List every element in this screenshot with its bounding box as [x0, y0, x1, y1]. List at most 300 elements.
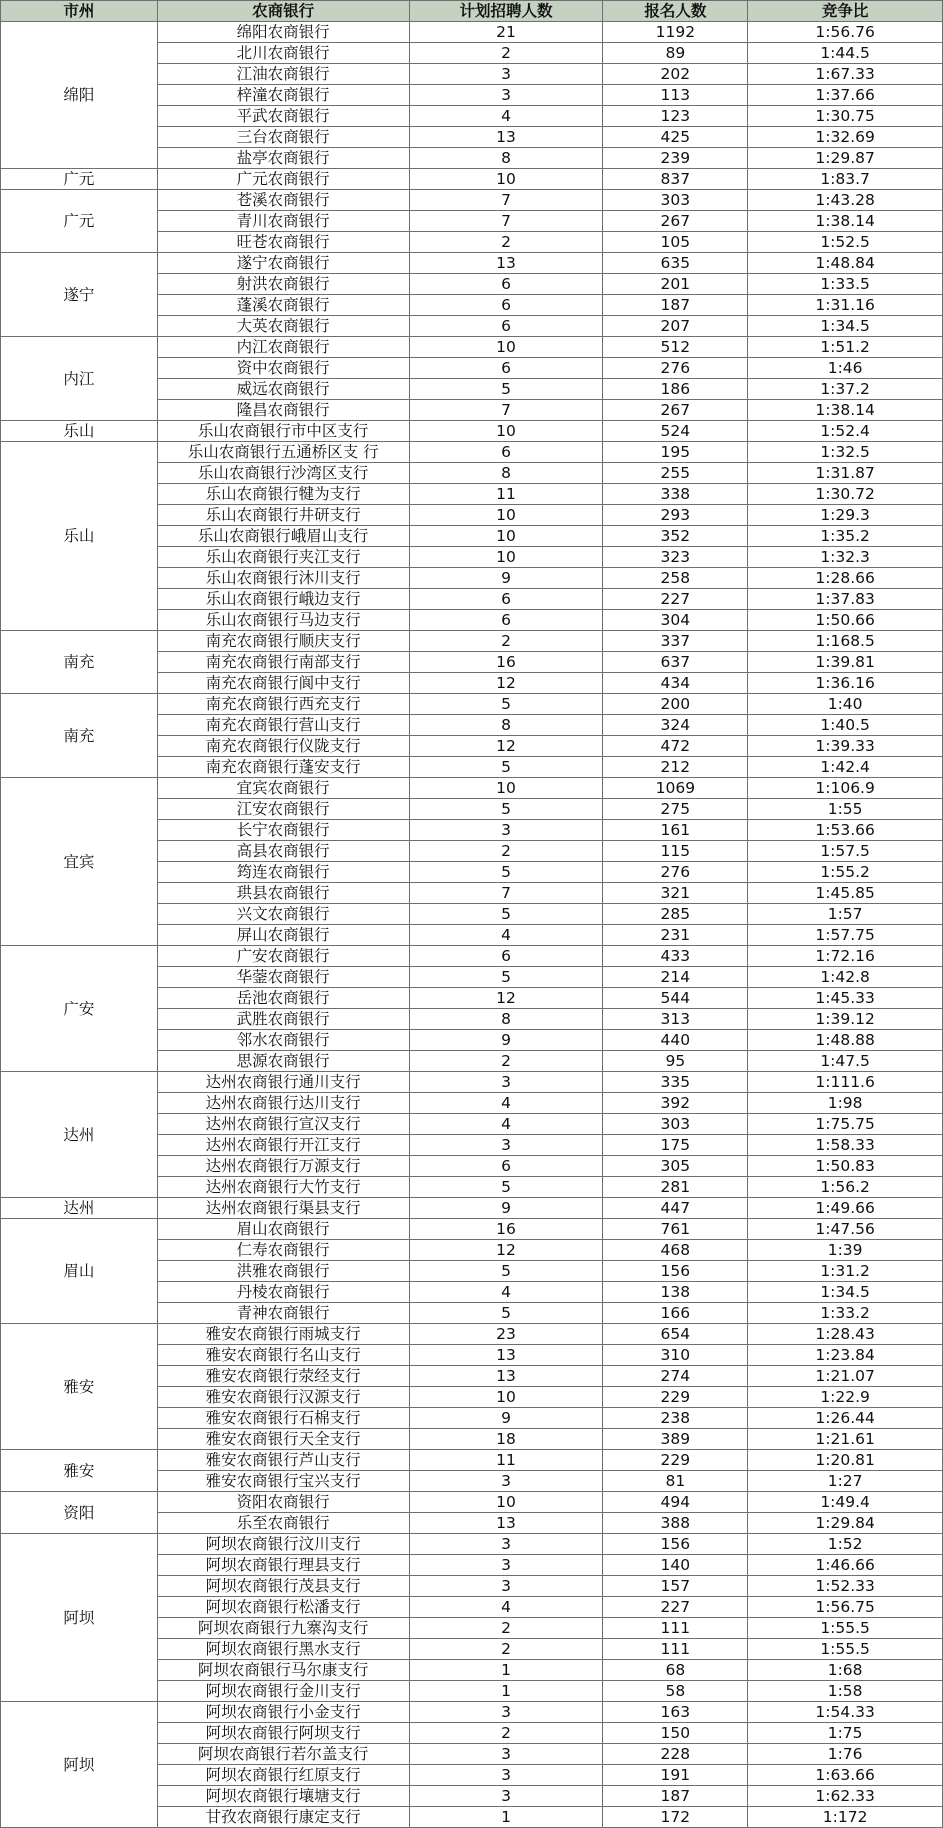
- ratio-cell: 1:106.9: [748, 778, 943, 799]
- bank-cell: 雅安农商银行雨城支行: [157, 1324, 409, 1345]
- bank-cell: 乐至农商银行: [157, 1513, 409, 1534]
- ratio-cell: 1:49.4: [748, 1492, 943, 1513]
- ratio-cell: 1:40: [748, 694, 943, 715]
- ratio-cell: 1:39: [748, 1240, 943, 1261]
- planned-cell: 5: [409, 757, 603, 778]
- applicants-cell: 200: [603, 694, 748, 715]
- ratio-cell: 1:38.14: [748, 211, 943, 232]
- city-cell: 阿坝: [1, 1702, 158, 1828]
- planned-cell: 5: [409, 694, 603, 715]
- bank-cell: 乐山农商银行夹江支行: [157, 547, 409, 568]
- planned-cell: 5: [409, 904, 603, 925]
- bank-cell: 隆昌农商银行: [157, 400, 409, 421]
- planned-cell: 9: [409, 568, 603, 589]
- bank-cell: 广安农商银行: [157, 946, 409, 967]
- header-applicants: 报名人数: [603, 1, 748, 22]
- city-cell: 广元: [1, 190, 158, 253]
- applicants-cell: 276: [603, 862, 748, 883]
- planned-cell: 3: [409, 1135, 603, 1156]
- applicants-cell: 352: [603, 526, 748, 547]
- bank-cell: 岳池农商银行: [157, 988, 409, 1009]
- applicants-cell: 389: [603, 1429, 748, 1450]
- bank-cell: 南充农商银行南部支行: [157, 652, 409, 673]
- city-cell: 遂宁: [1, 253, 158, 337]
- bank-cell: 乐山农商银行沐川支行: [157, 568, 409, 589]
- ratio-cell: 1:45.85: [748, 883, 943, 904]
- ratio-cell: 1:47.56: [748, 1219, 943, 1240]
- planned-cell: 10: [409, 1387, 603, 1408]
- table-row: [1, 631, 943, 652]
- bank-cell: 乐山农商银行马边支行: [157, 610, 409, 631]
- applicants-cell: 138: [603, 1282, 748, 1303]
- ratio-cell: 1:35.2: [748, 526, 943, 547]
- planned-cell: 5: [409, 379, 603, 400]
- ratio-cell: 1:37.66: [748, 85, 943, 106]
- planned-cell: 6: [409, 946, 603, 967]
- city-cell: 内江: [1, 337, 158, 421]
- bank-cell: 甘孜农商银行康定支行: [157, 1807, 409, 1828]
- planned-cell: 3: [409, 1765, 603, 1786]
- ratio-cell: 1:172: [748, 1807, 943, 1828]
- header-city: 市州: [1, 1, 158, 22]
- planned-cell: 10: [409, 778, 603, 799]
- table-row: [1, 1534, 943, 1555]
- planned-cell: 13: [409, 253, 603, 274]
- bank-cell: 乐山农商银行犍为支行: [157, 484, 409, 505]
- ratio-cell: 1:58.33: [748, 1135, 943, 1156]
- ratio-cell: 1:37.2: [748, 379, 943, 400]
- applicants-cell: 186: [603, 379, 748, 400]
- bank-cell: 北川农商银行: [157, 43, 409, 64]
- ratio-cell: 1:48.84: [748, 253, 943, 274]
- planned-cell: 6: [409, 295, 603, 316]
- applicants-cell: 150: [603, 1723, 748, 1744]
- bank-cell: 洪雅农商银行: [157, 1261, 409, 1282]
- applicants-cell: 163: [603, 1702, 748, 1723]
- ratio-cell: 1:54.33: [748, 1702, 943, 1723]
- ratio-cell: 1:39.33: [748, 736, 943, 757]
- planned-cell: 4: [409, 1282, 603, 1303]
- ratio-cell: 1:44.5: [748, 43, 943, 64]
- ratio-cell: 1:46: [748, 358, 943, 379]
- planned-cell: 3: [409, 1072, 603, 1093]
- bank-cell: 阿坝农商银行马尔康支行: [157, 1660, 409, 1681]
- ratio-cell: 1:28.66: [748, 568, 943, 589]
- table-row: [1, 1702, 943, 1723]
- ratio-cell: 1:55.5: [748, 1618, 943, 1639]
- planned-cell: 3: [409, 1576, 603, 1597]
- planned-cell: 3: [409, 1555, 603, 1576]
- bank-cell: 达州农商银行通川支行: [157, 1072, 409, 1093]
- ratio-cell: 1:30.75: [748, 106, 943, 127]
- planned-cell: 18: [409, 1429, 603, 1450]
- planned-cell: 11: [409, 484, 603, 505]
- applicants-cell: 166: [603, 1303, 748, 1324]
- bank-cell: 达州农商银行达川支行: [157, 1093, 409, 1114]
- applicants-cell: 191: [603, 1765, 748, 1786]
- bank-cell: 阿坝农商银行理县支行: [157, 1555, 409, 1576]
- bank-cell: 武胜农商银行: [157, 1009, 409, 1030]
- table-row: [1, 1450, 943, 1471]
- city-cell: 雅安: [1, 1450, 158, 1492]
- bank-cell: 广元农商银行: [157, 169, 409, 190]
- ratio-cell: 1:29.87: [748, 148, 943, 169]
- applicants-cell: 337: [603, 631, 748, 652]
- ratio-cell: 1:56.75: [748, 1597, 943, 1618]
- planned-cell: 4: [409, 925, 603, 946]
- bank-cell: 南充农商银行营山支行: [157, 715, 409, 736]
- applicants-cell: 105: [603, 232, 748, 253]
- applicants-cell: 115: [603, 841, 748, 862]
- ratio-cell: 1:34.5: [748, 316, 943, 337]
- planned-cell: 6: [409, 1156, 603, 1177]
- bank-cell: 阿坝农商银行阿坝支行: [157, 1723, 409, 1744]
- applicants-cell: 172: [603, 1807, 748, 1828]
- applicants-cell: 440: [603, 1030, 748, 1051]
- ratio-cell: 1:55.5: [748, 1639, 943, 1660]
- applicants-cell: 274: [603, 1366, 748, 1387]
- ratio-cell: 1:75: [748, 1723, 943, 1744]
- bank-cell: 阿坝农商银行茂县支行: [157, 1576, 409, 1597]
- planned-cell: 21: [409, 22, 603, 43]
- ratio-cell: 1:31.16: [748, 295, 943, 316]
- planned-cell: 3: [409, 1471, 603, 1492]
- ratio-cell: 1:52: [748, 1534, 943, 1555]
- ratio-cell: 1:39.12: [748, 1009, 943, 1030]
- ratio-cell: 1:21.61: [748, 1429, 943, 1450]
- bank-cell: 高县农商银行: [157, 841, 409, 862]
- planned-cell: 2: [409, 841, 603, 862]
- ratio-cell: 1:52.33: [748, 1576, 943, 1597]
- table-row: [1, 337, 943, 358]
- bank-cell: 资中农商银行: [157, 358, 409, 379]
- applicants-cell: 113: [603, 85, 748, 106]
- applicants-cell: 140: [603, 1555, 748, 1576]
- planned-cell: 7: [409, 190, 603, 211]
- bank-cell: 达州农商银行大竹支行: [157, 1177, 409, 1198]
- ratio-cell: 1:75.75: [748, 1114, 943, 1135]
- applicants-cell: 324: [603, 715, 748, 736]
- ratio-cell: 1:67.33: [748, 64, 943, 85]
- ratio-cell: 1:33.2: [748, 1303, 943, 1324]
- bank-cell: 大英农商银行: [157, 316, 409, 337]
- header-ratio: 竞争比: [748, 1, 943, 22]
- planned-cell: 1: [409, 1681, 603, 1702]
- table-row: [1, 169, 943, 190]
- planned-cell: 3: [409, 820, 603, 841]
- header-planned: 计划招聘人数: [409, 1, 603, 22]
- ratio-cell: 1:29.84: [748, 1513, 943, 1534]
- applicants-cell: 434: [603, 673, 748, 694]
- applicants-cell: 837: [603, 169, 748, 190]
- applicants-cell: 231: [603, 925, 748, 946]
- applicants-cell: 238: [603, 1408, 748, 1429]
- bank-cell: 旺苍农商银行: [157, 232, 409, 253]
- planned-cell: 3: [409, 1744, 603, 1765]
- planned-cell: 13: [409, 127, 603, 148]
- ratio-cell: 1:98: [748, 1093, 943, 1114]
- planned-cell: 9: [409, 1408, 603, 1429]
- table-row: [1, 946, 943, 967]
- applicants-cell: 202: [603, 64, 748, 85]
- applicants-cell: 335: [603, 1072, 748, 1093]
- planned-cell: 4: [409, 106, 603, 127]
- bank-cell: 达州农商银行宣汉支行: [157, 1114, 409, 1135]
- ratio-cell: 1:28.43: [748, 1324, 943, 1345]
- applicants-cell: 156: [603, 1534, 748, 1555]
- bank-cell: 阿坝农商银行壤塘支行: [157, 1786, 409, 1807]
- applicants-cell: 207: [603, 316, 748, 337]
- bank-cell: 阿坝农商银行九寨沟支行: [157, 1618, 409, 1639]
- planned-cell: 9: [409, 1030, 603, 1051]
- ratio-cell: 1:51.2: [748, 337, 943, 358]
- bank-cell: 乐山农商银行峨边支行: [157, 589, 409, 610]
- city-cell: 宜宾: [1, 778, 158, 946]
- table-body: [1, 22, 943, 1828]
- ratio-cell: 1:47.5: [748, 1051, 943, 1072]
- bank-cell: 阿坝农商银行金川支行: [157, 1681, 409, 1702]
- planned-cell: 3: [409, 1786, 603, 1807]
- city-cell: 资阳: [1, 1492, 158, 1534]
- applicants-cell: 255: [603, 463, 748, 484]
- planned-cell: 10: [409, 169, 603, 190]
- bank-cell: 雅安农商银行名山支行: [157, 1345, 409, 1366]
- bank-cell: 乐山农商银行沙湾区支行: [157, 463, 409, 484]
- bank-cell: 乐山农商银行峨眉山支行: [157, 526, 409, 547]
- bank-cell: 青川农商银行: [157, 211, 409, 232]
- city-cell: 乐山: [1, 442, 158, 631]
- table-row: [1, 1219, 943, 1240]
- bank-cell: 长宁农商银行: [157, 820, 409, 841]
- planned-cell: 5: [409, 1177, 603, 1198]
- ratio-cell: 1:50.83: [748, 1156, 943, 1177]
- ratio-cell: 1:57.5: [748, 841, 943, 862]
- applicants-cell: 111: [603, 1639, 748, 1660]
- bank-cell: 南充农商银行仪陇支行: [157, 736, 409, 757]
- ratio-cell: 1:57: [748, 904, 943, 925]
- ratio-cell: 1:55.2: [748, 862, 943, 883]
- applicants-cell: 201: [603, 274, 748, 295]
- bank-cell: 雅安农商银行芦山支行: [157, 1450, 409, 1471]
- applicants-cell: 267: [603, 400, 748, 421]
- applicants-cell: 89: [603, 43, 748, 64]
- ratio-cell: 1:36.16: [748, 673, 943, 694]
- ratio-cell: 1:52.4: [748, 421, 943, 442]
- applicants-cell: 388: [603, 1513, 748, 1534]
- planned-cell: 12: [409, 673, 603, 694]
- table-row: [1, 22, 943, 43]
- applicants-cell: 258: [603, 568, 748, 589]
- bank-cell: 达州农商银行开江支行: [157, 1135, 409, 1156]
- planned-cell: 8: [409, 1009, 603, 1030]
- planned-cell: 1: [409, 1807, 603, 1828]
- bank-cell: 蓬溪农商银行: [157, 295, 409, 316]
- applicants-cell: 433: [603, 946, 748, 967]
- ratio-cell: 1:32.5: [748, 442, 943, 463]
- planned-cell: 16: [409, 1219, 603, 1240]
- bank-cell: 阿坝农商银行小金支行: [157, 1702, 409, 1723]
- bank-cell: 绵阳农商银行: [157, 22, 409, 43]
- table-row: [1, 421, 943, 442]
- planned-cell: 2: [409, 43, 603, 64]
- bank-cell: 乐山农商银行五通桥区支 行: [157, 442, 409, 463]
- bank-cell: 筠连农商银行: [157, 862, 409, 883]
- bank-cell: 雅安农商银行宝兴支行: [157, 1471, 409, 1492]
- applicants-cell: 321: [603, 883, 748, 904]
- ratio-cell: 1:33.5: [748, 274, 943, 295]
- planned-cell: 7: [409, 883, 603, 904]
- ratio-cell: 1:57.75: [748, 925, 943, 946]
- ratio-cell: 1:63.66: [748, 1765, 943, 1786]
- bank-cell: 乐山农商银行井研支行: [157, 505, 409, 526]
- bank-cell: 雅安农商银行荥经支行: [157, 1366, 409, 1387]
- applicants-cell: 654: [603, 1324, 748, 1345]
- applicants-cell: 187: [603, 1786, 748, 1807]
- planned-cell: 23: [409, 1324, 603, 1345]
- planned-cell: 12: [409, 736, 603, 757]
- ratio-cell: 1:23.84: [748, 1345, 943, 1366]
- city-cell: 阿坝: [1, 1534, 158, 1702]
- applicants-cell: 637: [603, 652, 748, 673]
- ratio-cell: 1:111.6: [748, 1072, 943, 1093]
- planned-cell: 2: [409, 232, 603, 253]
- applicants-cell: 229: [603, 1387, 748, 1408]
- planned-cell: 4: [409, 1114, 603, 1135]
- planned-cell: 10: [409, 421, 603, 442]
- ratio-cell: 1:55: [748, 799, 943, 820]
- table-row: [1, 778, 943, 799]
- bank-cell: 思源农商银行: [157, 1051, 409, 1072]
- ratio-cell: 1:37.83: [748, 589, 943, 610]
- ratio-cell: 1:58: [748, 1681, 943, 1702]
- applicants-cell: 239: [603, 148, 748, 169]
- applicants-cell: 214: [603, 967, 748, 988]
- city-cell: 广安: [1, 946, 158, 1072]
- bank-cell: 阿坝农商银行松潘支行: [157, 1597, 409, 1618]
- applicants-cell: 161: [603, 820, 748, 841]
- planned-cell: 4: [409, 1597, 603, 1618]
- bank-cell: 南充农商银行蓬安支行: [157, 757, 409, 778]
- applicants-cell: 212: [603, 757, 748, 778]
- city-cell: 达州: [1, 1072, 158, 1198]
- table-row: [1, 1072, 943, 1093]
- applicants-cell: 1069: [603, 778, 748, 799]
- applicants-cell: 276: [603, 358, 748, 379]
- city-cell: 乐山: [1, 421, 158, 442]
- applicants-cell: 275: [603, 799, 748, 820]
- ratio-cell: 1:40.5: [748, 715, 943, 736]
- bank-cell: 资阳农商银行: [157, 1492, 409, 1513]
- ratio-cell: 1:38.14: [748, 400, 943, 421]
- ratio-cell: 1:26.44: [748, 1408, 943, 1429]
- city-cell: 绵阳: [1, 22, 158, 169]
- ratio-cell: 1:27: [748, 1471, 943, 1492]
- applicants-cell: 305: [603, 1156, 748, 1177]
- city-cell: 眉山: [1, 1219, 158, 1324]
- applicants-cell: 95: [603, 1051, 748, 1072]
- applicants-cell: 228: [603, 1744, 748, 1765]
- bank-cell: 南充农商银行顺庆支行: [157, 631, 409, 652]
- bank-cell: 阿坝农商银行黑水支行: [157, 1639, 409, 1660]
- applicants-cell: 229: [603, 1450, 748, 1471]
- bank-cell: 雅安农商银行汉源支行: [157, 1387, 409, 1408]
- applicants-cell: 338: [603, 484, 748, 505]
- planned-cell: 10: [409, 337, 603, 358]
- planned-cell: 6: [409, 442, 603, 463]
- bank-cell: 威远农商银行: [157, 379, 409, 400]
- table-row: [1, 694, 943, 715]
- ratio-cell: 1:30.72: [748, 484, 943, 505]
- ratio-cell: 1:43.28: [748, 190, 943, 211]
- bank-cell: 雅安农商银行天全支行: [157, 1429, 409, 1450]
- applicants-cell: 472: [603, 736, 748, 757]
- ratio-cell: 1:68: [748, 1660, 943, 1681]
- bank-cell: 江油农商银行: [157, 64, 409, 85]
- applicants-cell: 123: [603, 106, 748, 127]
- applicants-cell: 187: [603, 295, 748, 316]
- planned-cell: 6: [409, 610, 603, 631]
- applicants-cell: 313: [603, 1009, 748, 1030]
- bank-cell: 乐山农商银行市中区支行: [157, 421, 409, 442]
- ratio-cell: 1:50.66: [748, 610, 943, 631]
- planned-cell: 2: [409, 1639, 603, 1660]
- table-row: [1, 442, 943, 463]
- table-row: [1, 1198, 943, 1219]
- applicants-cell: 111: [603, 1618, 748, 1639]
- planned-cell: 3: [409, 1702, 603, 1723]
- planned-cell: 3: [409, 64, 603, 85]
- applicants-cell: 81: [603, 1471, 748, 1492]
- table-row: [1, 253, 943, 274]
- ratio-cell: 1:48.88: [748, 1030, 943, 1051]
- applicants-cell: 303: [603, 190, 748, 211]
- ratio-cell: 1:83.7: [748, 169, 943, 190]
- planned-cell: 12: [409, 988, 603, 1009]
- bank-cell: 眉山农商银行: [157, 1219, 409, 1240]
- applicants-cell: 494: [603, 1492, 748, 1513]
- bank-cell: 南充农商银行西充支行: [157, 694, 409, 715]
- planned-cell: 3: [409, 85, 603, 106]
- planned-cell: 10: [409, 1492, 603, 1513]
- ratio-cell: 1:32.3: [748, 547, 943, 568]
- ratio-cell: 1:56.76: [748, 22, 943, 43]
- planned-cell: 2: [409, 1051, 603, 1072]
- applicants-cell: 68: [603, 1660, 748, 1681]
- planned-cell: 8: [409, 463, 603, 484]
- applicants-cell: 58: [603, 1681, 748, 1702]
- city-cell: 雅安: [1, 1324, 158, 1450]
- bank-cell: 梓潼农商银行: [157, 85, 409, 106]
- planned-cell: 5: [409, 862, 603, 883]
- applicants-cell: 544: [603, 988, 748, 1009]
- planned-cell: 12: [409, 1240, 603, 1261]
- ratio-cell: 1:49.66: [748, 1198, 943, 1219]
- applicants-cell: 310: [603, 1345, 748, 1366]
- ratio-cell: 1:52.5: [748, 232, 943, 253]
- applicants-cell: 293: [603, 505, 748, 526]
- planned-cell: 10: [409, 505, 603, 526]
- city-cell: 南充: [1, 694, 158, 778]
- applicants-cell: 761: [603, 1219, 748, 1240]
- table-header: [1, 1, 943, 22]
- planned-cell: 13: [409, 1345, 603, 1366]
- planned-cell: 7: [409, 400, 603, 421]
- bank-cell: 苍溪农商银行: [157, 190, 409, 211]
- planned-cell: 13: [409, 1366, 603, 1387]
- applicants-cell: 635: [603, 253, 748, 274]
- planned-cell: 6: [409, 358, 603, 379]
- planned-cell: 10: [409, 547, 603, 568]
